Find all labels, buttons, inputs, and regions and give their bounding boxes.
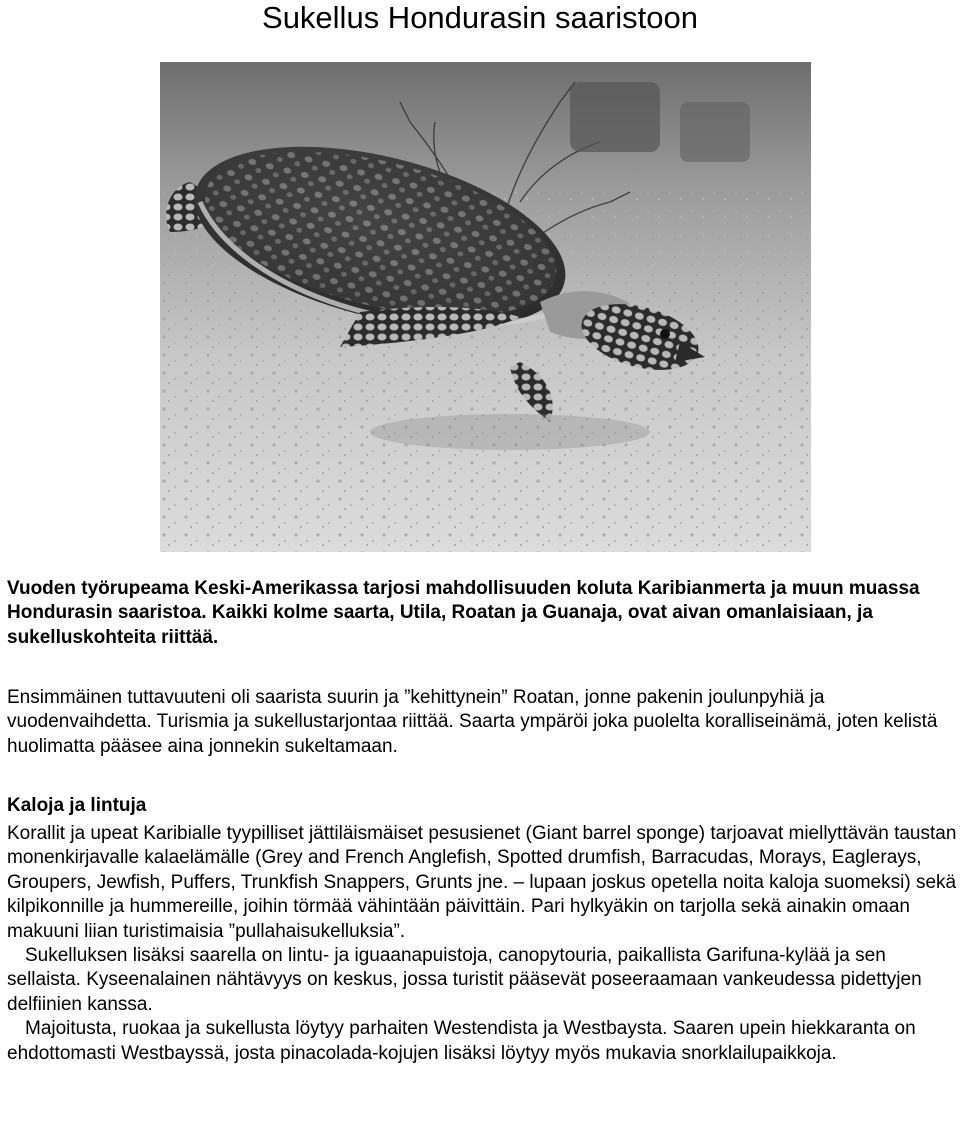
section-paragraph: Korallit ja upeat Karibialle tyypilliset jättiläismäiset pesusienet (Giant barrel sponge) tarjoavat miellyttävän taustan monenkirjavalle kalaelämälle (Grey and French Anglefish, Spotted drumfish, Barracudas, Morays, Eaglerays, Groupers, Jewfish, Puffers, Trunkfish Snappers, Grunts jne. – lupaan joskus opetella noita kaloja suomeksi) sekä kilpikonnille ja hummereille, joihin törmää vähintään päivittäin. Pari hylkyäkin on tarjolla sekä ainakin omaan makuuni liian turistimaisia ”pullahaisukelluksia”. [7,823,957,942]
section-body [7,822,957,1066]
article-title: Sukellus Hondurasin saaristoon [262,0,698,35]
section-paragraph: Majoitusta, ruokaa ja sukellusta löytyy parhaiten Westendista ja Westbaysta. Saaren upein hiekkaranta on ehdottomasti Westbayssä, josta pinacolada-kojujen lisäksi löytyy myös mukavia snorklailupaikkoja. [7,1018,916,1064]
section-paragraph: Sukelluksen lisäksi saarella on lintu- ja iguaanapuistoja, canopytouria, paikallista Garifuna-kylää ja sen sellaista. Kyseenalainen nähtävyys on keskus, jossa turistit pääsevät poseeraamaan vankeudessa pidettyjen delfiinien kanssa. [7,945,922,1015]
sea-turtle-photo [160,62,811,552]
lead-paragraph: Vuoden työrupeama Keski-Amerikassa tarjosi mahdollisuuden koluta Karibianmerta ja muun muassa Hondurasin saaristoa. Kaikki kolme saarta, Utila, Roatan ja Guanaja, ovat aivan omanlaisiaan, ja sukelluskohteita riittää. [7,578,920,648]
section-heading: Kaloja ja lintuja [7,795,147,816]
intro-paragraph: Ensimmäinen tuttavuuteni oli saarista suurin ja ”kehittynein” Roatan, jonne pakenin joulunpyhiä ja vuodenvaihdetta. Turismia ja sukellustarjontaa riittää. Saarta ympäröi joka puolelta koralliseinämä, joten kelistä huolimatta pääsee aina jonnekin sukeltamaan. [7,687,938,757]
